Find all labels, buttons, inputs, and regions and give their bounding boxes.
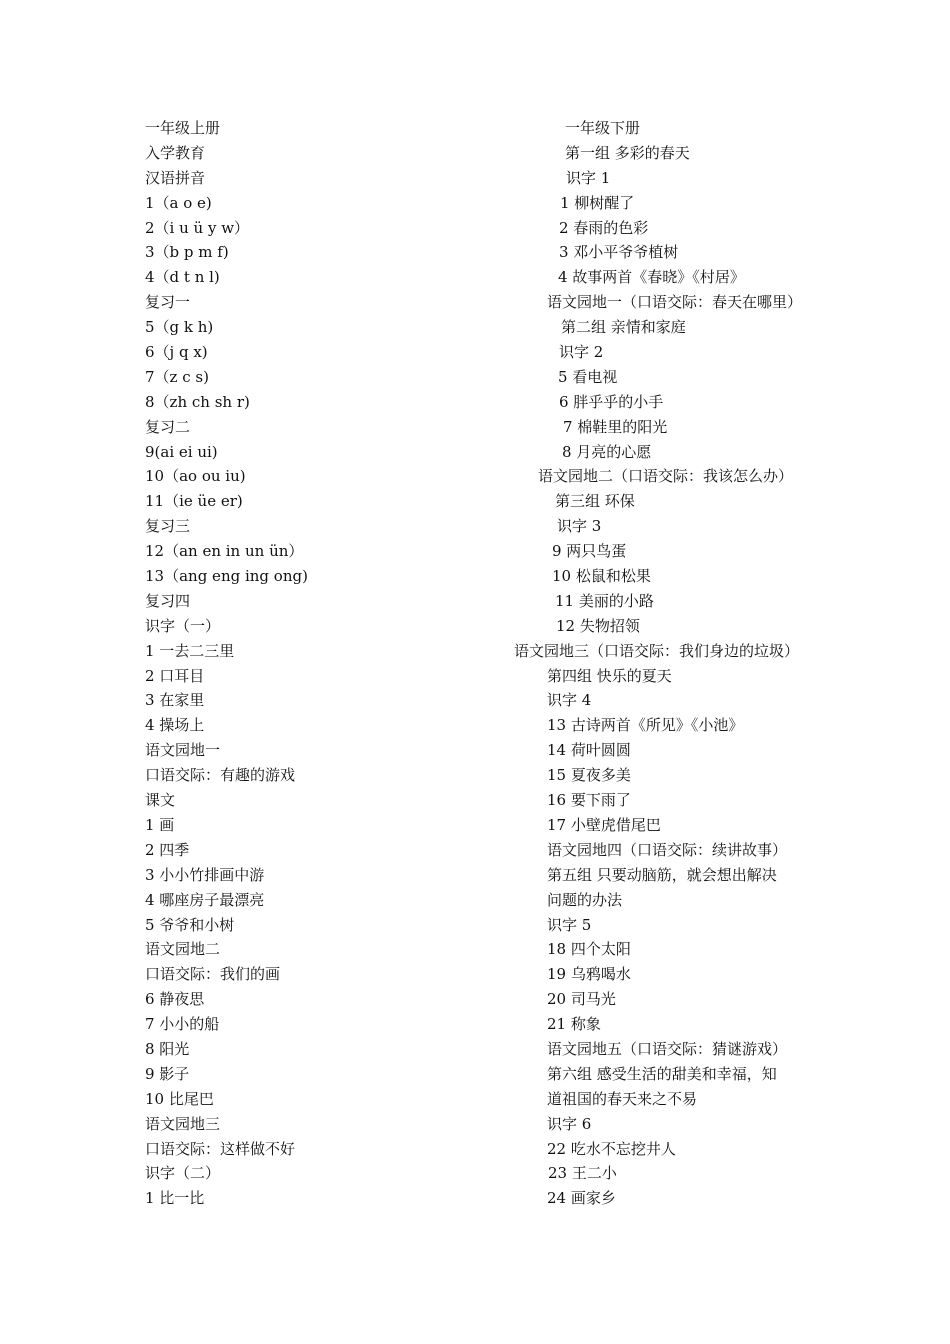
right-line: 语文园地四（口语交际：续讲故事） — [547, 840, 788, 859]
right-line: 21 称象 — [547, 1015, 601, 1034]
left-line: 8 阳光 — [145, 1039, 190, 1058]
right-line: 22 吃水不忘挖井人 — [547, 1139, 676, 1158]
right-line: 15 夏夜多美 — [547, 766, 631, 785]
right-line: 5 看电视 — [558, 367, 618, 386]
right-line: 道祖国的春天来之不易 — [547, 1089, 698, 1108]
left-line: 口语交际：这样做不好 — [145, 1139, 296, 1158]
right-line: 1 柳树醒了 — [560, 193, 635, 212]
right-line: 语文园地五（口语交际：猜谜游戏） — [547, 1039, 788, 1058]
left-line: 识字（二） — [145, 1164, 221, 1183]
right-line: 20 司马光 — [547, 990, 616, 1009]
right-line: 12 失物招领 — [556, 616, 640, 635]
left-line: 入学教育 — [145, 143, 206, 162]
right-line: 10 松鼠和松果 — [552, 567, 651, 586]
right-line: 语文园地三（口语交际：我们身边的垃圾） — [514, 641, 800, 660]
right-line: 18 四个太阳 — [547, 940, 631, 959]
left-line: 2 四季 — [145, 840, 190, 859]
left-line: 3 在家里 — [145, 691, 205, 710]
right-line: 第四组 快乐的夏天 — [547, 666, 672, 685]
left-line: 6（j q x) — [145, 343, 208, 362]
left-line: 13（ang eng ing ong) — [145, 567, 308, 586]
right-line: 14 荷叶圆圆 — [547, 741, 631, 760]
left-line: 复习三 — [145, 517, 191, 536]
left-line: 语文园地三 — [145, 1114, 221, 1133]
right-line: 识字 5 — [547, 915, 592, 934]
left-line: 2 口耳目 — [145, 666, 205, 685]
right-line: 2 春雨的色彩 — [559, 218, 649, 237]
left-line: 复习二 — [145, 417, 191, 436]
left-line: 5（g k h) — [145, 318, 214, 337]
left-line: 复习四 — [145, 591, 191, 610]
right-line: 第五组 只要动脑筋，就会想出解决 — [547, 865, 777, 884]
right-line: 识字 1 — [566, 168, 611, 187]
left-line: 口语交际：我们的画 — [145, 965, 281, 984]
right-line: 3 邓小平爷爷植树 — [559, 243, 679, 262]
right-line: 第一组 多彩的春天 — [565, 143, 690, 162]
left-line: 1 画 — [145, 815, 175, 834]
right-line: 第三组 环保 — [555, 492, 635, 511]
right-line: 6 胖乎乎的小手 — [559, 392, 664, 411]
left-line: 语文园地二 — [145, 940, 221, 959]
right-line: 24 画家乡 — [547, 1189, 616, 1208]
left-line: 7 小小的船 — [145, 1015, 220, 1034]
right-line: 识字 6 — [547, 1114, 592, 1133]
left-column-first-grade-volume-1 — [145, 116, 475, 1211]
right-column-first-grade-volume-2 — [500, 116, 820, 1211]
left-line: 1 比一比 — [145, 1189, 205, 1208]
left-line: 识字（一） — [145, 616, 221, 635]
right-line: 识字 2 — [559, 343, 604, 362]
left-line: 口语交际：有趣的游戏 — [145, 766, 296, 785]
right-line: 11 美丽的小路 — [555, 591, 654, 610]
left-line: 9(ai ei ui) — [145, 442, 218, 461]
right-line: 第二组 亲情和家庭 — [561, 318, 686, 337]
left-line: 4（d t n l) — [145, 268, 220, 287]
right-line: 语文园地一（口语交际：春天在哪里） — [547, 293, 803, 312]
left-line: 10 比尾巴 — [145, 1089, 214, 1108]
left-line: 语文园地一 — [145, 741, 221, 760]
right-line: 一年级下册 — [565, 119, 641, 137]
left-line: 8（zh ch sh r) — [145, 392, 250, 411]
right-line: 7 棉鞋里的阳光 — [563, 417, 668, 436]
left-line: 1（a o e) — [145, 193, 212, 212]
left-line: 复习一 — [145, 293, 191, 312]
right-line: 16 要下雨了 — [547, 791, 631, 810]
right-line: 13 古诗两首《所见》《小池》 — [547, 716, 744, 735]
right-line: 8 月亮的心愿 — [562, 442, 652, 461]
left-line: 10（ao ou iu) — [145, 467, 246, 486]
left-line: 5 爷爷和小树 — [145, 915, 235, 934]
left-line: 4 操场上 — [145, 716, 205, 735]
left-line: 12（an en in un ün） — [145, 542, 304, 561]
right-line: 语文园地二（口语交际：我该怎么办） — [538, 467, 794, 486]
left-line: 2（i u ü y w） — [145, 218, 250, 237]
left-line: 一年级上册 — [145, 119, 221, 137]
left-line: 11（ie üe er) — [145, 492, 243, 511]
left-line: 6 静夜思 — [145, 990, 205, 1009]
left-line: 1 一去二三里 — [145, 641, 235, 660]
right-line: 第六组 感受生活的甜美和幸福，知 — [547, 1064, 777, 1083]
left-line: 4 哪座房子最漂亮 — [145, 890, 265, 909]
right-line: 9 两只鸟蛋 — [552, 542, 627, 561]
left-line: 3（b p m f) — [145, 243, 229, 262]
right-line: 23 王二小 — [548, 1164, 617, 1183]
left-line: 3 小小竹排画中游 — [145, 865, 265, 884]
right-line: 4 故事两首《春晓》《村居》 — [558, 268, 745, 287]
right-line: 识字 4 — [547, 691, 592, 710]
left-line: 课文 — [145, 791, 176, 810]
left-line: 9 影子 — [145, 1064, 190, 1083]
right-line: 识字 3 — [557, 517, 602, 536]
left-line: 7（z c s) — [145, 367, 209, 386]
left-line: 汉语拼音 — [145, 168, 206, 187]
right-line: 17 小壁虎借尾巴 — [547, 815, 661, 834]
right-line: 问题的办法 — [547, 890, 623, 909]
right-line: 19 乌鸦喝水 — [547, 965, 631, 984]
